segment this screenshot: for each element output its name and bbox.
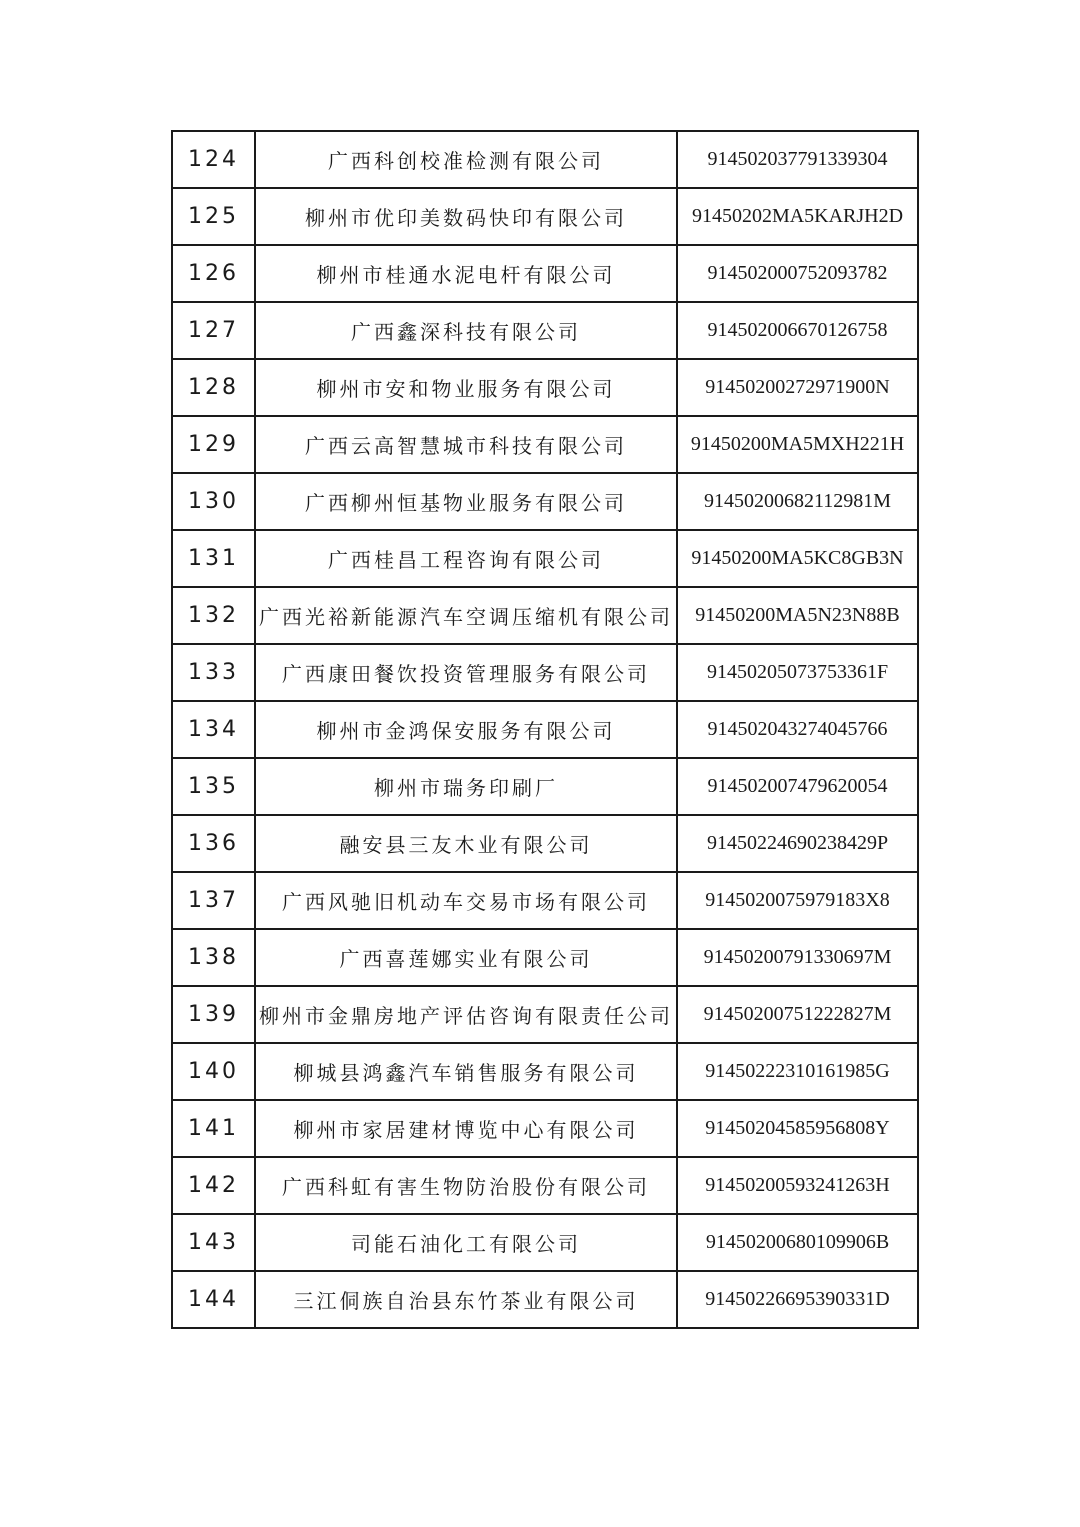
- company-name-cell: 柳城县鸿鑫汽车销售服务有限公司: [255, 1043, 677, 1100]
- table-row: [172, 758, 918, 815]
- credit-code-cell: 91450204585956808Y: [677, 1100, 918, 1157]
- credit-code-cell: 9145020075979183X8: [677, 872, 918, 929]
- credit-code-cell: 91450200MA5KC8GB3N: [677, 530, 918, 587]
- company-name-cell: 柳州市优印美数码快印有限公司: [255, 188, 677, 245]
- credit-code-cell: 91450200680109906B: [677, 1214, 918, 1271]
- company-name-cell: 柳州市安和物业服务有限公司: [255, 359, 677, 416]
- credit-code-cell: 91450200MA5MXH221H: [677, 416, 918, 473]
- company-name-cell: 柳州市家居建材博览中心有限公司: [255, 1100, 677, 1157]
- company-name-cell: 广西科虹有害生物防治股份有限公司: [255, 1157, 677, 1214]
- table-row: [172, 929, 918, 986]
- company-name-cell: 柳州市瑞务印刷厂: [255, 758, 677, 815]
- row-number-cell: 128: [172, 359, 255, 416]
- credit-code-cell: 91450200791330697M: [677, 929, 918, 986]
- row-number-cell: 144: [172, 1271, 255, 1328]
- row-number-cell: 143: [172, 1214, 255, 1271]
- table-row: [172, 986, 918, 1043]
- table-row: [172, 245, 918, 302]
- credit-code-cell: 91450222310161985G: [677, 1043, 918, 1100]
- row-number-cell: 136: [172, 815, 255, 872]
- table-row: [172, 302, 918, 359]
- row-number-cell: 133: [172, 644, 255, 701]
- credit-code-cell: 914502000752093782: [677, 245, 918, 302]
- table-row: [172, 188, 918, 245]
- company-name-cell: 广西桂昌工程咨询有限公司: [255, 530, 677, 587]
- credit-code-cell: 91450200MA5N23N88B: [677, 587, 918, 644]
- row-number-cell: 125: [172, 188, 255, 245]
- table-row: [172, 1043, 918, 1100]
- credit-code-cell: 91450200272971900N: [677, 359, 918, 416]
- table-row: [172, 587, 918, 644]
- row-number-cell: 129: [172, 416, 255, 473]
- credit-code-cell: 91450200682112981M: [677, 473, 918, 530]
- row-number-cell: 124: [172, 131, 255, 188]
- row-number-cell: 130: [172, 473, 255, 530]
- table-row: [172, 131, 918, 188]
- company-name-cell: 柳州市桂通水泥电杆有限公司: [255, 245, 677, 302]
- company-name-cell: 柳州市金鸿保安服务有限公司: [255, 701, 677, 758]
- table-row: [172, 1157, 918, 1214]
- table-body: [172, 131, 918, 1328]
- credit-code-cell: 914502007479620054: [677, 758, 918, 815]
- company-name-cell: 广西柳州恒基物业服务有限公司: [255, 473, 677, 530]
- table-row: [172, 872, 918, 929]
- row-number-cell: 137: [172, 872, 255, 929]
- row-number-cell: 126: [172, 245, 255, 302]
- row-number-cell: 127: [172, 302, 255, 359]
- row-number-cell: 139: [172, 986, 255, 1043]
- table-row: [172, 1271, 918, 1328]
- table-row: [172, 359, 918, 416]
- credit-code-cell: 914502043274045766: [677, 701, 918, 758]
- company-name-cell: 柳州市金鼎房地产评估咨询有限责任公司: [255, 986, 677, 1043]
- table-row: [172, 416, 918, 473]
- row-number-cell: 131: [172, 530, 255, 587]
- row-number-cell: 140: [172, 1043, 255, 1100]
- table-row: [172, 1214, 918, 1271]
- row-number-cell: 135: [172, 758, 255, 815]
- credit-code-cell: 91450200593241263H: [677, 1157, 918, 1214]
- table-row: [172, 644, 918, 701]
- row-number-cell: 138: [172, 929, 255, 986]
- company-name-cell: 广西风驰旧机动车交易市场有限公司: [255, 872, 677, 929]
- credit-code-cell: 91450226695390331D: [677, 1271, 918, 1328]
- credit-code-cell: 91450200751222827M: [677, 986, 918, 1043]
- row-number-cell: 134: [172, 701, 255, 758]
- table-row: [172, 1100, 918, 1157]
- company-name-cell: 广西鑫深科技有限公司: [255, 302, 677, 359]
- row-number-cell: 142: [172, 1157, 255, 1214]
- company-name-cell: 司能石油化工有限公司: [255, 1214, 677, 1271]
- row-number-cell: 132: [172, 587, 255, 644]
- credit-code-cell: 914502037791339304: [677, 131, 918, 188]
- table-row: [172, 530, 918, 587]
- company-name-cell: 广西云高智慧城市科技有限公司: [255, 416, 677, 473]
- company-list-table: [171, 130, 919, 1329]
- credit-code-cell: 91450202MA5KARJH2D: [677, 188, 918, 245]
- company-name-cell: 广西康田餐饮投资管理服务有限公司: [255, 644, 677, 701]
- table-row: [172, 473, 918, 530]
- credit-code-cell: 91450205073753361F: [677, 644, 918, 701]
- company-name-cell: 广西光裕新能源汽车空调压缩机有限公司: [255, 587, 677, 644]
- table-row: [172, 815, 918, 872]
- table-row: [172, 701, 918, 758]
- company-name-cell: 三江侗族自治县东竹茶业有限公司: [255, 1271, 677, 1328]
- row-number-cell: 141: [172, 1100, 255, 1157]
- company-name-cell: 广西科创校准检测有限公司: [255, 131, 677, 188]
- credit-code-cell: 914502006670126758: [677, 302, 918, 359]
- credit-code-cell: 91450224690238429P: [677, 815, 918, 872]
- company-name-cell: 融安县三友木业有限公司: [255, 815, 677, 872]
- company-name-cell: 广西喜莲娜实业有限公司: [255, 929, 677, 986]
